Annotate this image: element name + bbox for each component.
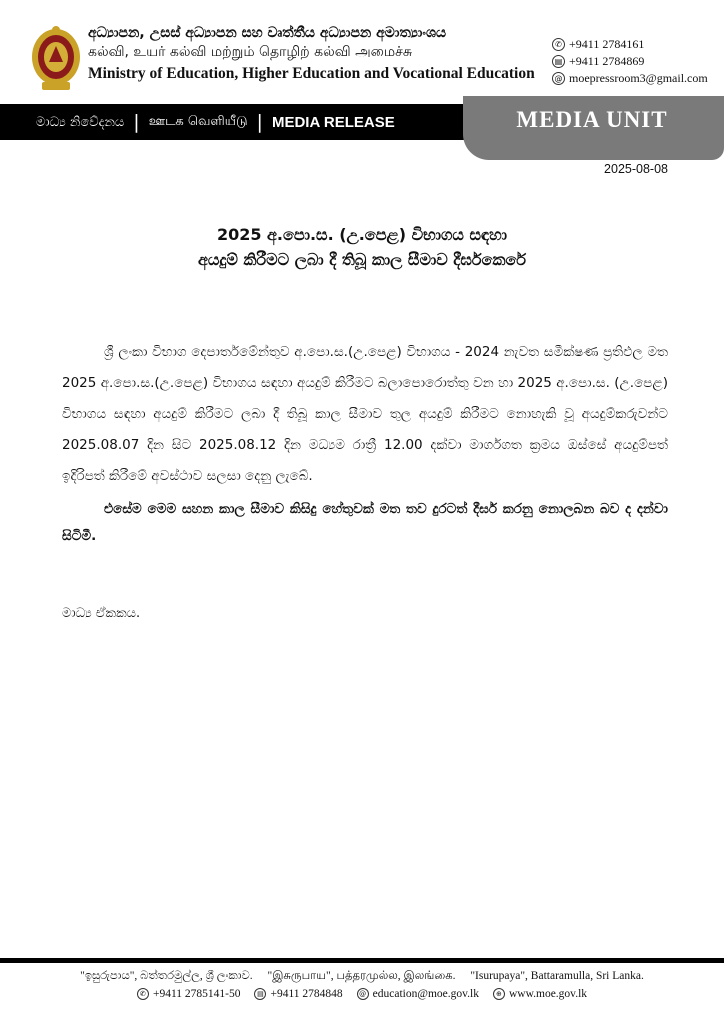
body-paragraph-2: එසේම මෙම සහන කාල සීමාව කිසිදු හේතුවක් මත තව දුරටත් දීර්ඝ කරනු නොලබන බව ද දන්වා සිටිමී. (62, 501, 668, 544)
email-icon: @ (357, 988, 369, 1000)
band-label-tamil: ஊடக வெளியீடு (148, 114, 248, 129)
phone-icon: ✆ (552, 38, 565, 51)
body-paragraph-1: ශ්‍රී ලංකා විභාග දෙපාර්තමේන්තුව අ.පො.ස.(උ.පෙළ) විභාගය - 2024 නැවත සමීක්ෂණ ප්‍රතිඵල මත 2025 අ.පො.ස.(උ.පෙළ) විභාගය සඳහා අයදුම් කිරීමට බලාපොරොත්තු වන හා 2025 අ.පො.ස. (උ.පෙළ) විභාගය සඳහා අයදුම් කිරීමට ලබා දී තිබූ කාල සීමාව තුල අයදුම් කිරීමට නොහැකි වූ අයදුම්කරුවන්ට 2025.08.07 දින සිට 2025.08.12 දින මධ්‍යම රාත්‍රී 12.00 දක්වා මාර්ගගත ක්‍රමය ඔස්සේ අයදුම්පත් ඉදිරිපත් කිරීමේ අවස්ථාව සලසා දෙනු ලැබේ. (62, 344, 668, 484)
contact-phone-text: +9411 2784161 (569, 37, 645, 51)
footer-address-tamil: "இசுருபாய", பத்தரமுல்ல, இலங்கை. (267, 970, 456, 982)
contact-fax-text: +9411 2784869 (569, 54, 645, 68)
release-body (62, 337, 668, 550)
title-line-1: 2025 අ.පො.ස. (උ.පෙළ) විභාගය සඳහා (216, 225, 508, 244)
footer-email (357, 988, 479, 1000)
ministry-name-block (88, 24, 535, 84)
band-separator: | (133, 111, 140, 133)
header-contacts (552, 36, 708, 87)
fax-icon: ▤ (254, 988, 266, 1000)
footer-address-english: "Isurupaya", Battaramulla, Sri Lanka. (470, 970, 644, 982)
footer-address-sinhala: "ඉසුරුපාය", බත්තරමුල්ල, ශ්‍රී ලංකාව. (80, 970, 253, 982)
sri-lanka-emblem-icon (30, 24, 82, 94)
contact-phone (552, 36, 708, 53)
footer-address (0, 970, 724, 984)
phone-icon: ✆ (137, 988, 149, 1000)
media-unit-label-wrap (472, 96, 712, 144)
contact-email (552, 70, 708, 87)
footer-contacts (0, 988, 724, 1000)
ministry-name-sinhala: අධ්‍යාපන, උසස් අධ්‍යාපන සහ වෘත්තීය අධ්‍යාපන අමාත්‍යාංශය (88, 25, 447, 41)
footer-divider (0, 958, 724, 963)
release-date: 2025-08-08 (604, 162, 668, 176)
footer-fax (254, 988, 342, 1000)
release-title (60, 222, 664, 272)
signature: මාධ්‍ය ඒකකය. (62, 606, 141, 621)
band-label-english: MEDIA RELEASE (271, 113, 395, 131)
footer-web-text[interactable]: www.moe.gov.lk (508, 988, 588, 1000)
contact-fax (552, 53, 708, 70)
footer-fax-text: +9411 2784848 (270, 988, 343, 1000)
media-unit-label: MEDIA UNIT (516, 107, 668, 132)
footer-phone-text: +9411 2785141-50 (152, 988, 241, 1000)
footer-email-text[interactable]: education@moe.gov.lk (372, 988, 479, 1000)
footer-phone (137, 988, 241, 1000)
web-icon: ⊕ (493, 988, 505, 1000)
footer-web (493, 988, 587, 1000)
ministry-name-tamil: கல்வி, உயர் கல்வி மற்றும் தொழிற் கல்வி அமைச்சு (88, 44, 413, 60)
band-separator: | (256, 111, 263, 133)
ministry-name-english: Ministry of Education, Higher Education and Vocational Education (88, 65, 535, 82)
band-label-sinhala: මාධ්‍ය නිවේදනය (36, 114, 125, 130)
fax-icon: ▤ (552, 55, 565, 68)
email-icon: @ (552, 72, 565, 85)
title-line-2: අයදුම් කිරීමට ලබා දී තිබූ කාල සීමාව දීර්ඝකෙරේ (197, 250, 527, 269)
contact-email-text[interactable]: moepressroom3@gmail.com (569, 71, 708, 85)
